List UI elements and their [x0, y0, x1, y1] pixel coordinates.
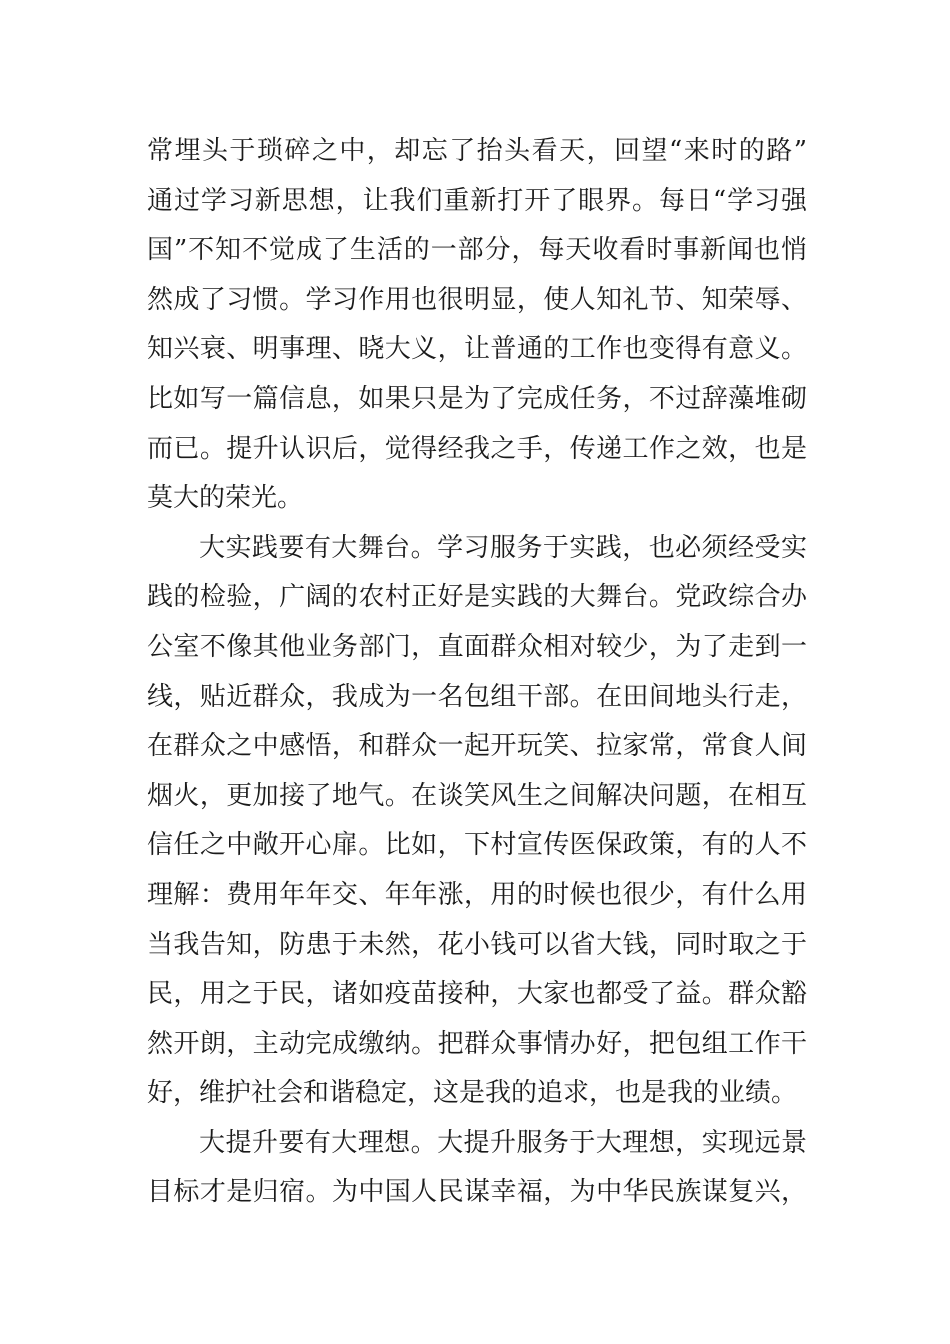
text-line: 好，维护社会和谐稳定，这是我的追求，也是我的业绩。	[147, 1078, 798, 1109]
text-line: 通过学习新思想，让我们重新打开了眼界。每日“学习强	[147, 185, 807, 216]
text-line: 烟火，更加接了地气。在谈笑风生之间解决问题，在相互	[147, 780, 807, 811]
text-line: 信任之中敞开心扉。比如，下村宣传医保政策，有的人不	[147, 830, 807, 861]
text-line: 民，用之于民，诸如疫苗接种，大家也都受了益。群众豁	[147, 979, 807, 1010]
text-line: 然开朗，主动完成缴纳。把群众事情办好，把包组工作干	[147, 1028, 807, 1059]
text-line: 践的检验，广阔的农村正好是实践的大舞台。党政综合办	[147, 582, 807, 613]
paragraph-start-line: 大提升要有大理想。大提升服务于大理想，实现远景	[199, 1127, 807, 1158]
text-line: 理解：费用年年交、年年涨，用的时候也很少，有什么用	[147, 879, 807, 910]
text-line: 在群众之中感悟，和群众一起开玩笑、拉家常，常食人间	[147, 731, 807, 762]
text-line: 国”不知不觉成了生活的一部分，每天收看时事新闻也悄	[147, 235, 807, 266]
text-line: 知兴衰、明事理、晓大义，让普通的工作也变得有意义。	[147, 334, 807, 365]
body-text	[147, 127, 807, 1218]
text-line: 线，贴近群众，我成为一名包组干部。在田间地头行走，	[147, 681, 807, 712]
text-line: 公室不像其他业务部门，直面群众相对较少，为了走到一	[147, 631, 807, 662]
text-line: 而已。提升认识后，觉得经我之手，传递工作之效，也是	[147, 433, 807, 464]
text-line: 比如写一篇信息，如果只是为了完成任务，不过辞藻堆砌	[147, 383, 807, 414]
text-line: 目标才是归宿。为中国人民谋幸福，为中华民族谋复兴，	[147, 1177, 807, 1208]
paragraph-start-line: 大实践要有大舞台。学习服务于实践，也必须经受实	[199, 532, 807, 563]
text-line: 莫大的荣光。	[147, 483, 304, 514]
text-line: 当我告知，防患于未然，花小钱可以省大钱，同时取之于	[147, 929, 807, 960]
text-line: 然成了习惯。学习作用也很明显，使人知礼节、知荣辱、	[147, 284, 807, 315]
text-line: 常埋头于琐碎之中，却忘了抬头看天，回望“来时的路”	[147, 136, 807, 166]
